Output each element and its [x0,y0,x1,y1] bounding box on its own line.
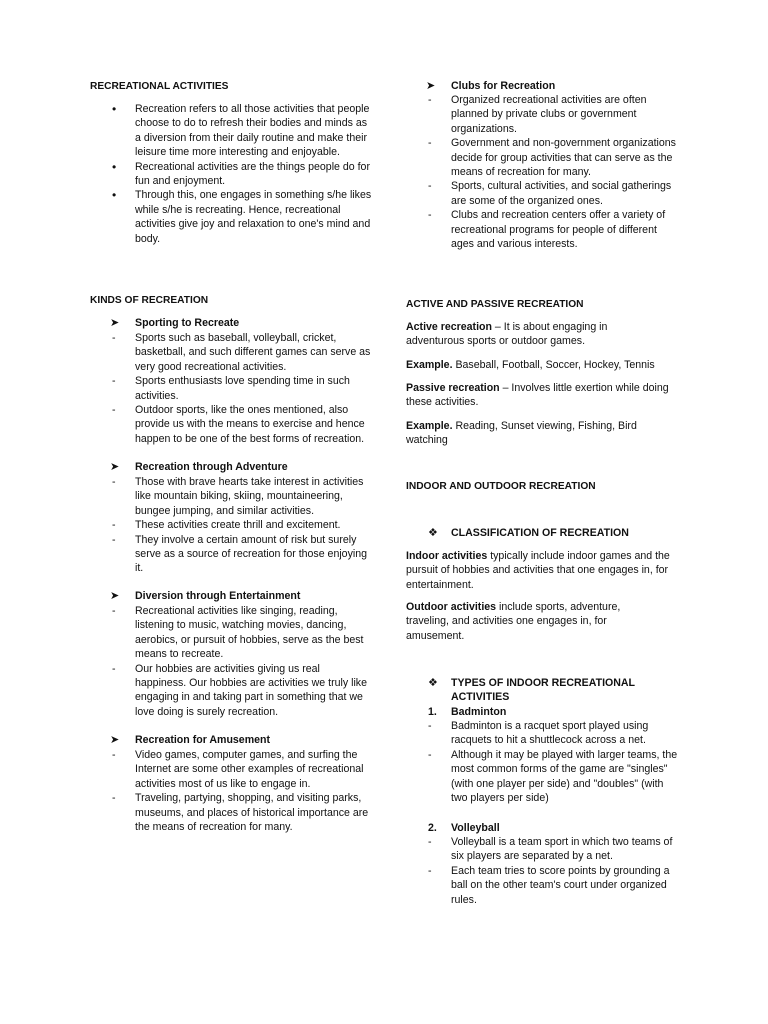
arrowhead-bullet-icon: ➤ [110,317,120,329]
section-heading-recreational-activities: RECREATIONAL ACTIVITIES [90,81,229,92]
list-item: - Government and non-government organizations decide for group activities that can serve as the means of recreation for many. [406,136,681,179]
list-item: - Although it may be played with larger teams, the most common forms of the game are "singles" (with one player per side) and "doubles" (with two players per side) [406,748,681,806]
section-heading-indoor-outdoor: INDOOR AND OUTDOOR RECREATION [406,481,596,492]
arrowhead-bullet-icon: ➤ [426,80,436,92]
arrowhead-bullet-icon: ➤ [110,461,120,473]
type-title-badminton: 1. Badminton [428,706,507,718]
list-item: - Traveling, partying, shopping, and visiting parks, museums, and places of historical importance are the means of recreation for many. [90,791,372,834]
classification-title: ❖ CLASSIFICATION OF RECREATION [428,527,629,539]
intro-bullet-list [90,102,372,246]
four-diamond-bullet-icon: ❖ [428,677,438,689]
active-recreation-paragraph: Active recreation – It is about engaging in adventurous sports or outdoor games. [406,321,608,348]
list-item: - Each team tries to score points by grounding a ball on the other team's court under organized rules. [406,864,681,907]
list-item: - Video games, computer games, and surfing the Internet are some other examples of recreational activities most of us like to engage in. [90,748,372,791]
list-item: • Recreational activities are the things people do for fun and enjoyment. [90,160,372,189]
active-example: Example. Baseball, Football, Soccer, Hockey, Tennis [406,359,655,371]
list-item: - Volleyball is a team sport in which two teams of six players are separated by a net. [406,835,681,864]
list-item: - Recreational activities like singing, reading, listening to music, watching movies, dancing, aerobics, or pursuit of hobbies, serve as the best means to recreate. [90,604,372,662]
clubs-items [406,93,681,251]
kind-items-sporting [90,331,372,446]
type-title-volleyball: 2. Volleyball [428,822,500,834]
list-item: - Those with brave hearts take interest in activities like mountain biking, skiing, mountaineering, bungee jumping, and similar activities. [90,475,372,518]
kind-title-adventure: ➤ Recreation through Adventure [110,461,288,473]
clubs-title: ➤ Clubs for Recreation [426,80,556,92]
list-item: - Our hobbies are activities giving us real happiness. Our hobbies are activities we truly like engaging in and taking part in something that we love doing is surely recreation. [90,662,372,720]
list-item: - Sports, cultural activities, and social gatherings are some of the organized ones. [406,179,681,208]
kind-items-amusement [90,748,372,834]
list-item: - Organized recreational activities are often planned by private clubs or government organizations. [406,93,681,136]
arrowhead-bullet-icon: ➤ [110,734,120,746]
type-items-volleyball [406,835,681,907]
list-item: • Recreation refers to all those activities that people choose to do to refresh their bodies and minds as a diversion from their daily routine and make their leisure time more interesting and enjoyable. [90,102,372,160]
kind-title-entertainment: ➤ Diversion through Entertainment [110,590,301,602]
indoor-activities-paragraph: Indoor activities typically include indoor games and the pursuit of hobbies and activities that one engages in, for entertainment. [406,550,670,591]
list-item: • Through this, one engages in something s/he likes while s/he is recreating. Hence, recreational activities give joy and relaxation to one's mind and body. [90,188,372,246]
passive-example: Example. Reading, Sunset viewing, Fishing, Bird watching [406,420,637,447]
four-diamond-bullet-icon: ❖ [428,527,438,539]
list-item: - Outdoor sports, like the ones mentioned, also provide us with the means to exercise and hence happen to be one of the best forms of recreation. [90,403,372,446]
type-items-badminton [406,719,681,805]
kind-title-sporting: ➤ Sporting to Recreate [110,317,240,329]
section-heading-active-passive: ACTIVE AND PASSIVE RECREATION [406,299,584,310]
kind-items-adventure [90,475,372,576]
section-heading-kinds-of-recreation: KINDS OF RECREATION [90,295,209,306]
types-indoor-title: ❖ TYPES OF INDOOR RECREATIONAL ACTIVITIES [428,677,635,704]
outdoor-activities-paragraph: Outdoor activities include sports, adventure, traveling, and activities one engages in, for amusement. [406,601,621,642]
kind-items-entertainment [90,604,372,719]
arrowhead-bullet-icon: ➤ [110,590,120,602]
list-item: - Sports enthusiasts love spending time in such activities. [90,374,372,403]
list-item: - They involve a certain amount of risk but surely serve as a source of recreation for those enjoying it. [90,533,372,576]
passive-recreation-paragraph: Passive recreation – Involves little exertion while doing these activities. [406,382,669,409]
list-item: - Clubs and recreation centers offer a variety of recreational programs for people of different ages and various interests. [406,208,681,251]
list-item: - These activities create thrill and excitement. [90,518,372,532]
list-item: - Sports such as baseball, volleyball, cricket, basketball, and such different games can serve as very good recreational activities. [90,331,372,374]
kind-title-amusement: ➤ Recreation for Amusement [110,734,271,746]
list-item: - Badminton is a racquet sport played using racquets to hit a shuttlecock across a net. [406,719,681,748]
